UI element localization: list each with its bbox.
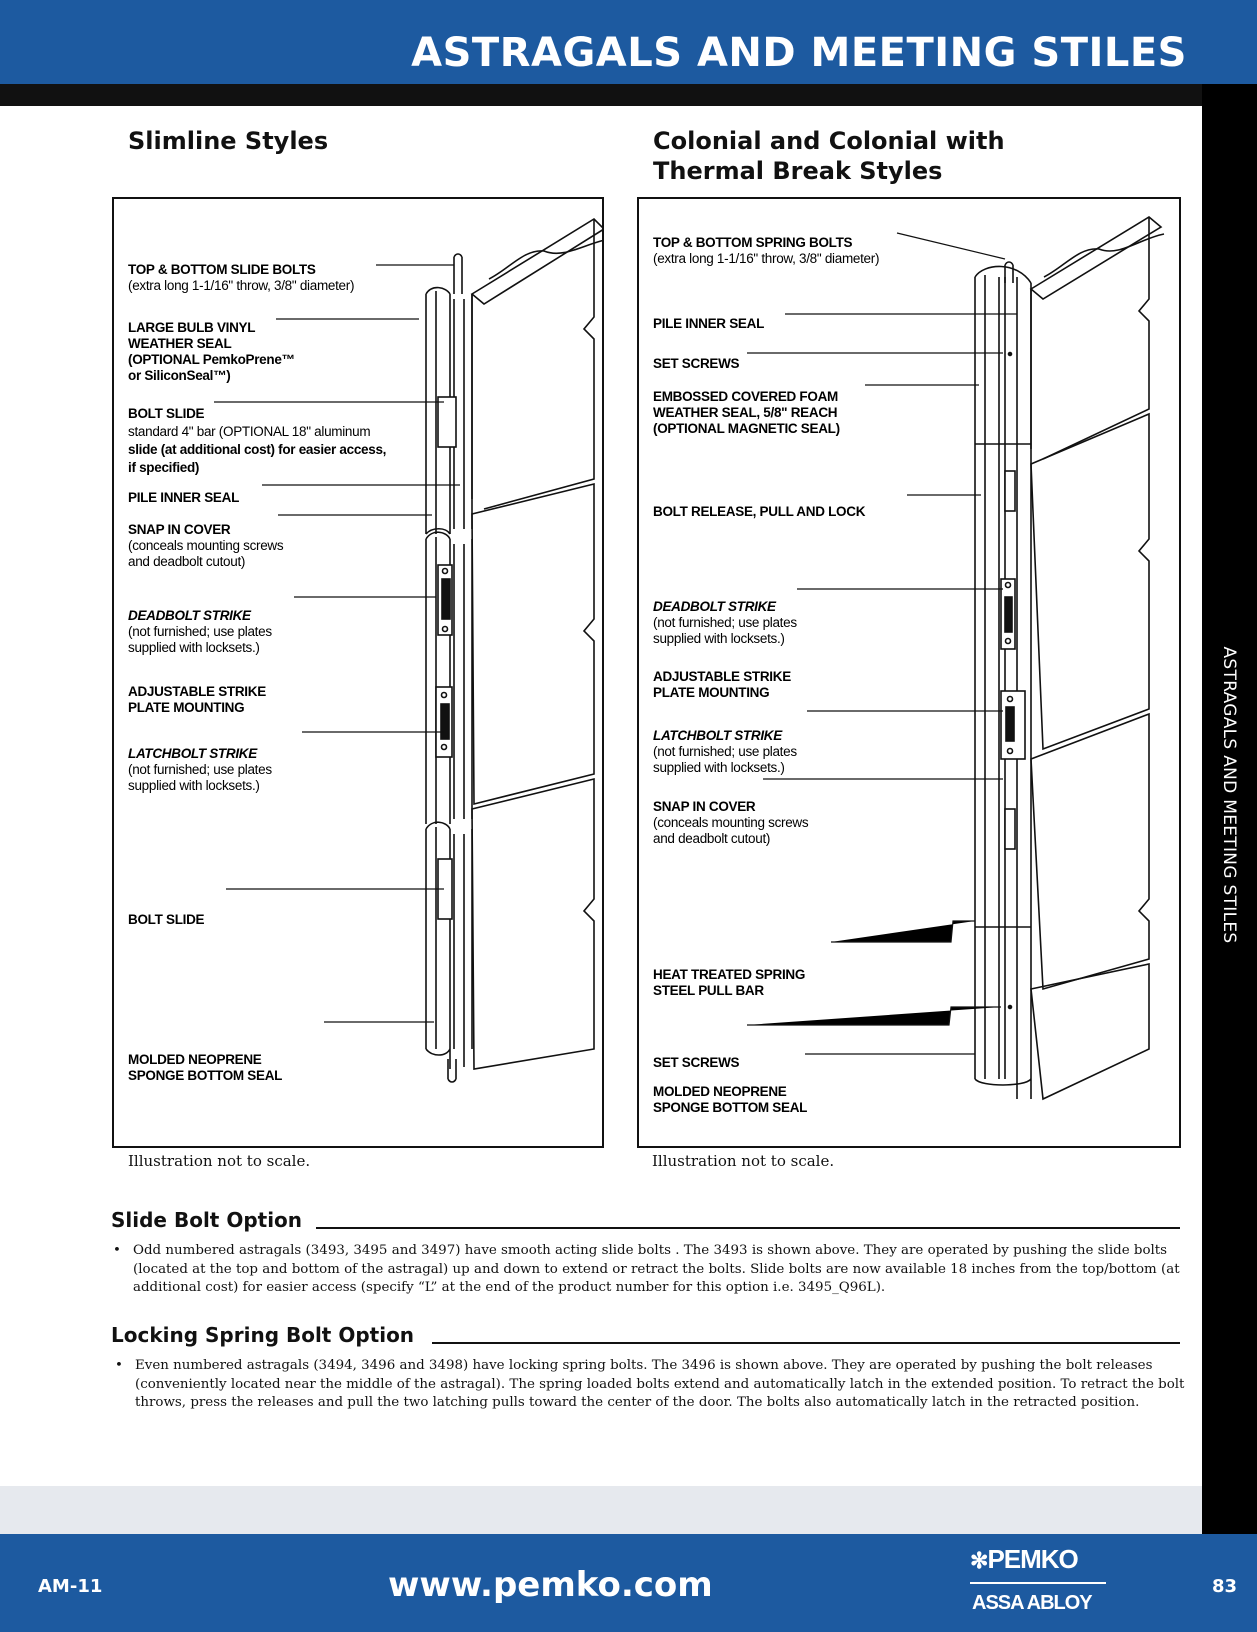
- callout-top-bottom-spring-bolts: TOP & BOTTOM SPRING BOLTS (extra long 1-1/16" throw, 3/8" diameter): [653, 235, 880, 266]
- callout-set-screws-bottom: SET SCREWS: [653, 1055, 740, 1070]
- bullet-dot: •: [115, 1358, 123, 1373]
- assa-abloy-logo: ASSA ABLOY: [972, 1592, 1092, 1614]
- slide-bolt-option-text: • Odd numbered astragals (3493, 3495 and 3497) have smooth acting slide bolts . The 3493 is shown above. They are operated by pushing the slide bolts (located at the top and bottom of the astragal) up and down to extend or retract the bolts. Slide bolts are now available 18 inches from the top/bottom (at additional cost) for easier access (specify “L” at the end of the product number for this option i.e. 3495_Q96L).: [113, 1243, 1180, 1295]
- locking-spring-bolt-option-text: • Even numbered astragals (3494, 3496 and 3498) have locking spring bolts. The 3496 is shown above. They are operated by pushing the bolt releases (conveniently located near the middle of the astragal). The spring loaded bolts extend and automatically latch in the extended position. To retract the bolt throws, press the releases and pull the two latching pulls toward the center of the door. The bolts also automatically latch in the retracted position.: [115, 1358, 1185, 1410]
- callout-pile-inner-seal: PILE INNER SEAL: [128, 490, 240, 505]
- callout-top-bottom-slide-bolts: TOP & BOTTOM SLIDE BOLTS (extra long 1-1/16" throw, 3/8" diameter): [128, 262, 355, 293]
- footer-website-link[interactable]: www.pemko.com: [388, 1565, 713, 1605]
- slide-bolt-option-heading: Slide Bolt Option: [111, 1208, 303, 1232]
- right-column-heading-line1: Colonial and Colonial with: [653, 127, 1005, 155]
- callout-deadbolt-strike-right: DEADBOLT STRIKE (not furnished; use plates supplied with locksets.): [653, 599, 797, 646]
- callout-set-screws-top: SET SCREWS: [653, 356, 740, 371]
- pemko-star-icon: ✻: [970, 1548, 988, 1573]
- logo-divider: [970, 1582, 1106, 1584]
- page-number: 83: [1212, 1576, 1238, 1597]
- left-illustration-caption: Illustration not to scale.: [128, 1152, 311, 1170]
- callout-deadbolt-strike: DEADBOLT STRIKE (not furnished; use plates supplied with locksets.): [128, 608, 272, 655]
- left-column-heading: Slimline Styles: [128, 127, 329, 155]
- footer-gray-band: [0, 1486, 1202, 1534]
- page-title: ASTRAGALS AND MEETING STILES: [411, 30, 1187, 76]
- locking-spring-bolt-option-heading: Locking Spring Bolt Option: [111, 1323, 415, 1347]
- callout-pile-inner-seal-right: PILE INNER SEAL: [653, 316, 765, 331]
- section-rule: [316, 1227, 1180, 1229]
- right-illustration-caption: Illustration not to scale.: [652, 1152, 835, 1170]
- right-column-heading-line2: Thermal Break Styles: [653, 157, 943, 185]
- callout-snap-in-cover-right: SNAP IN COVER (conceals mounting screws and deadbolt cutout): [653, 799, 809, 846]
- callout-molded-neoprene: MOLDED NEOPRENE SPONGE BOTTOM SEAL: [128, 1052, 283, 1083]
- callout-adjustable-strike-right: ADJUSTABLE STRIKE PLATE MOUNTING: [653, 669, 791, 700]
- callout-bolt-slide-bottom: BOLT SLIDE: [128, 912, 205, 927]
- callout-bolt-slide-top: BOLT SLIDE standard 4" bar (OPTIONAL 18" aluminum slide (at additional cost) for easier access, if specified): [128, 406, 387, 475]
- section-rule: [432, 1342, 1180, 1344]
- callout-embossed-foam-seal: EMBOSSED COVERED FOAM WEATHER SEAL, 5/8" REACH (OPTIONAL MAGNETIC SEAL): [653, 389, 840, 436]
- footer-section-code: AM-11: [38, 1576, 103, 1597]
- pemko-logo: ✻PEMKO: [970, 1544, 1078, 1574]
- callout-molded-neoprene-right: MOLDED NEOPRENE SPONGE BOTTOM SEAL: [653, 1084, 808, 1115]
- callout-snap-in-cover: SNAP IN COVER (conceals mounting screws and deadbolt cutout): [128, 522, 284, 569]
- callout-adjustable-strike: ADJUSTABLE STRIKE PLATE MOUNTING: [128, 684, 266, 715]
- callout-large-bulb-vinyl: LARGE BULB VINYL WEATHER SEAL (OPTIONAL PemkoPrene™ or SiliconSeal™): [128, 320, 295, 383]
- callout-latchbolt-strike-right: LATCHBOLT STRIKE (not furnished; use plates supplied with locksets.): [653, 728, 797, 775]
- bullet-dot: •: [113, 1243, 121, 1258]
- header-rule: [0, 84, 1257, 106]
- callout-latchbolt-strike: LATCHBOLT STRIKE (not furnished; use plates supplied with locksets.): [128, 746, 272, 793]
- side-tab-label: ASTRAGALS AND MEETING STILES: [1219, 646, 1239, 944]
- callout-bolt-release: BOLT RELEASE, PULL AND LOCK: [653, 504, 866, 519]
- callout-heat-treated-pull-bar: HEAT TREATED SPRING STEEL PULL BAR: [653, 967, 806, 998]
